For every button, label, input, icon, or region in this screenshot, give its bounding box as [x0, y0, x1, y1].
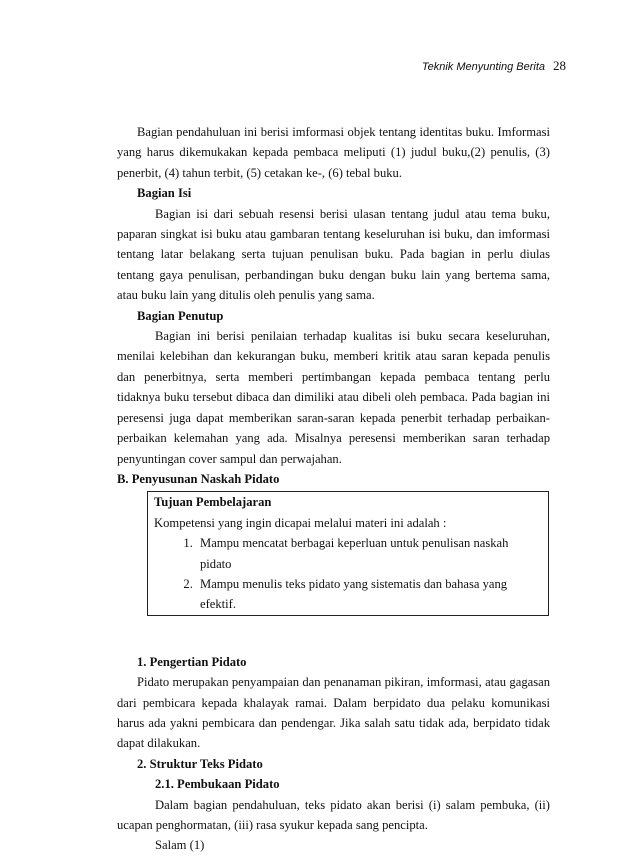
pengertian-paragraph: Pidato merupakan penyampaian dan penanaman pikiran, imformasi, atau gagasan dari pembicara kepada khalayak ramai. Dalam berpidato dua pelaku komunikasi harus ada yakni pembicara dan pendengar. Jika salah satu tidak ada, berpidato tidak dapat dilakukan. [117, 675, 550, 751]
box-intro: Kompetensi yang ingin dicapai melalui materi ini adalah : [154, 515, 447, 530]
heading-pengertian-pidato: 1. Pengertian Pidato [137, 654, 247, 669]
intro-paragraph: Bagian pendahuluan ini berisi imformasi objek tentang identitas buku. Imformasi yang harus dikemukakan kepada pembaca meliputi (1) judul buku,(2) penulis, (3) penerbit, (4) tahun terbit, (5) cetakan ke-, (6) tebal buku. [117, 125, 550, 180]
page-number: 28 [553, 58, 566, 73]
heading-struktur-teks: 2. Struktur Teks Pidato [137, 756, 263, 771]
objectives-list [154, 533, 542, 615]
heading-bagian-penutup: Bagian Penutup [137, 308, 224, 323]
objective-item: 2. Mampu menulis teks pidato yang sistematis dan bahasa yang efektif. [196, 574, 542, 615]
heading-pembukaan-pidato: 2.1. Pembukaan Pidato [155, 777, 280, 792]
pembukaan-paragraph: Dalam bagian pendahuluan, teks pidato akan berisi (i) salam pembuka, (ii) ucapan penghormatan, (iii) rasa syukur kepada sang pencipta. [117, 797, 550, 832]
objective-item: 1. Mampu mencatat berbagai keperluan untuk penulisan naskah pidato [196, 533, 542, 574]
salam-label: Salam (1) [155, 838, 205, 853]
running-header [422, 58, 566, 74]
header-title: Teknik Menyunting Berita [421, 61, 545, 73]
heading-bagian-isi: Bagian Isi [137, 186, 192, 201]
bagian-isi-paragraph: Bagian isi dari sebuah resensi berisi ulasan tentang judul atau tema buku, paparan singkat isi buku atau gambaran tentang keseluruhan isi buku, dan imformasi tentang latar belakang serta tujuan penulisan buku. Pada bagian in perlu diulas tentang gaya penulisan, perbandingan buku dengan buku lain yang bertema sama, atau buku lain yang ditulis oleh penulis yang sama. [117, 206, 550, 303]
learning-objectives-box [147, 491, 549, 615]
box-title: Tujuan Pembelajaran [154, 495, 272, 510]
page-body [117, 122, 550, 856]
bagian-penutup-paragraph: Bagian ini berisi penilaian terhadap kualitas isi buku secara keseluruhan, menilai kelebihan dan kekurangan buku, memberi kritik atau saran kepada penulis dan penerbitnya, serta memberi pertimbangan kepada pembaca tentang perlu tidaknya buku tersebut dibaca dan dimiliki atau dibeli oleh pembaca. Pada bagian ini peresensi juga dapat memberikan saran-saran kepada penerbit terhadap perbaikan-perbaikan kelemahan yang ada. Misalnya peresensi memberikan saran terhadap penyuntingan cover sampul dan perwajahan. [117, 329, 550, 466]
section-b-heading: B. Penyusunan Naskah Pidato [117, 471, 280, 486]
